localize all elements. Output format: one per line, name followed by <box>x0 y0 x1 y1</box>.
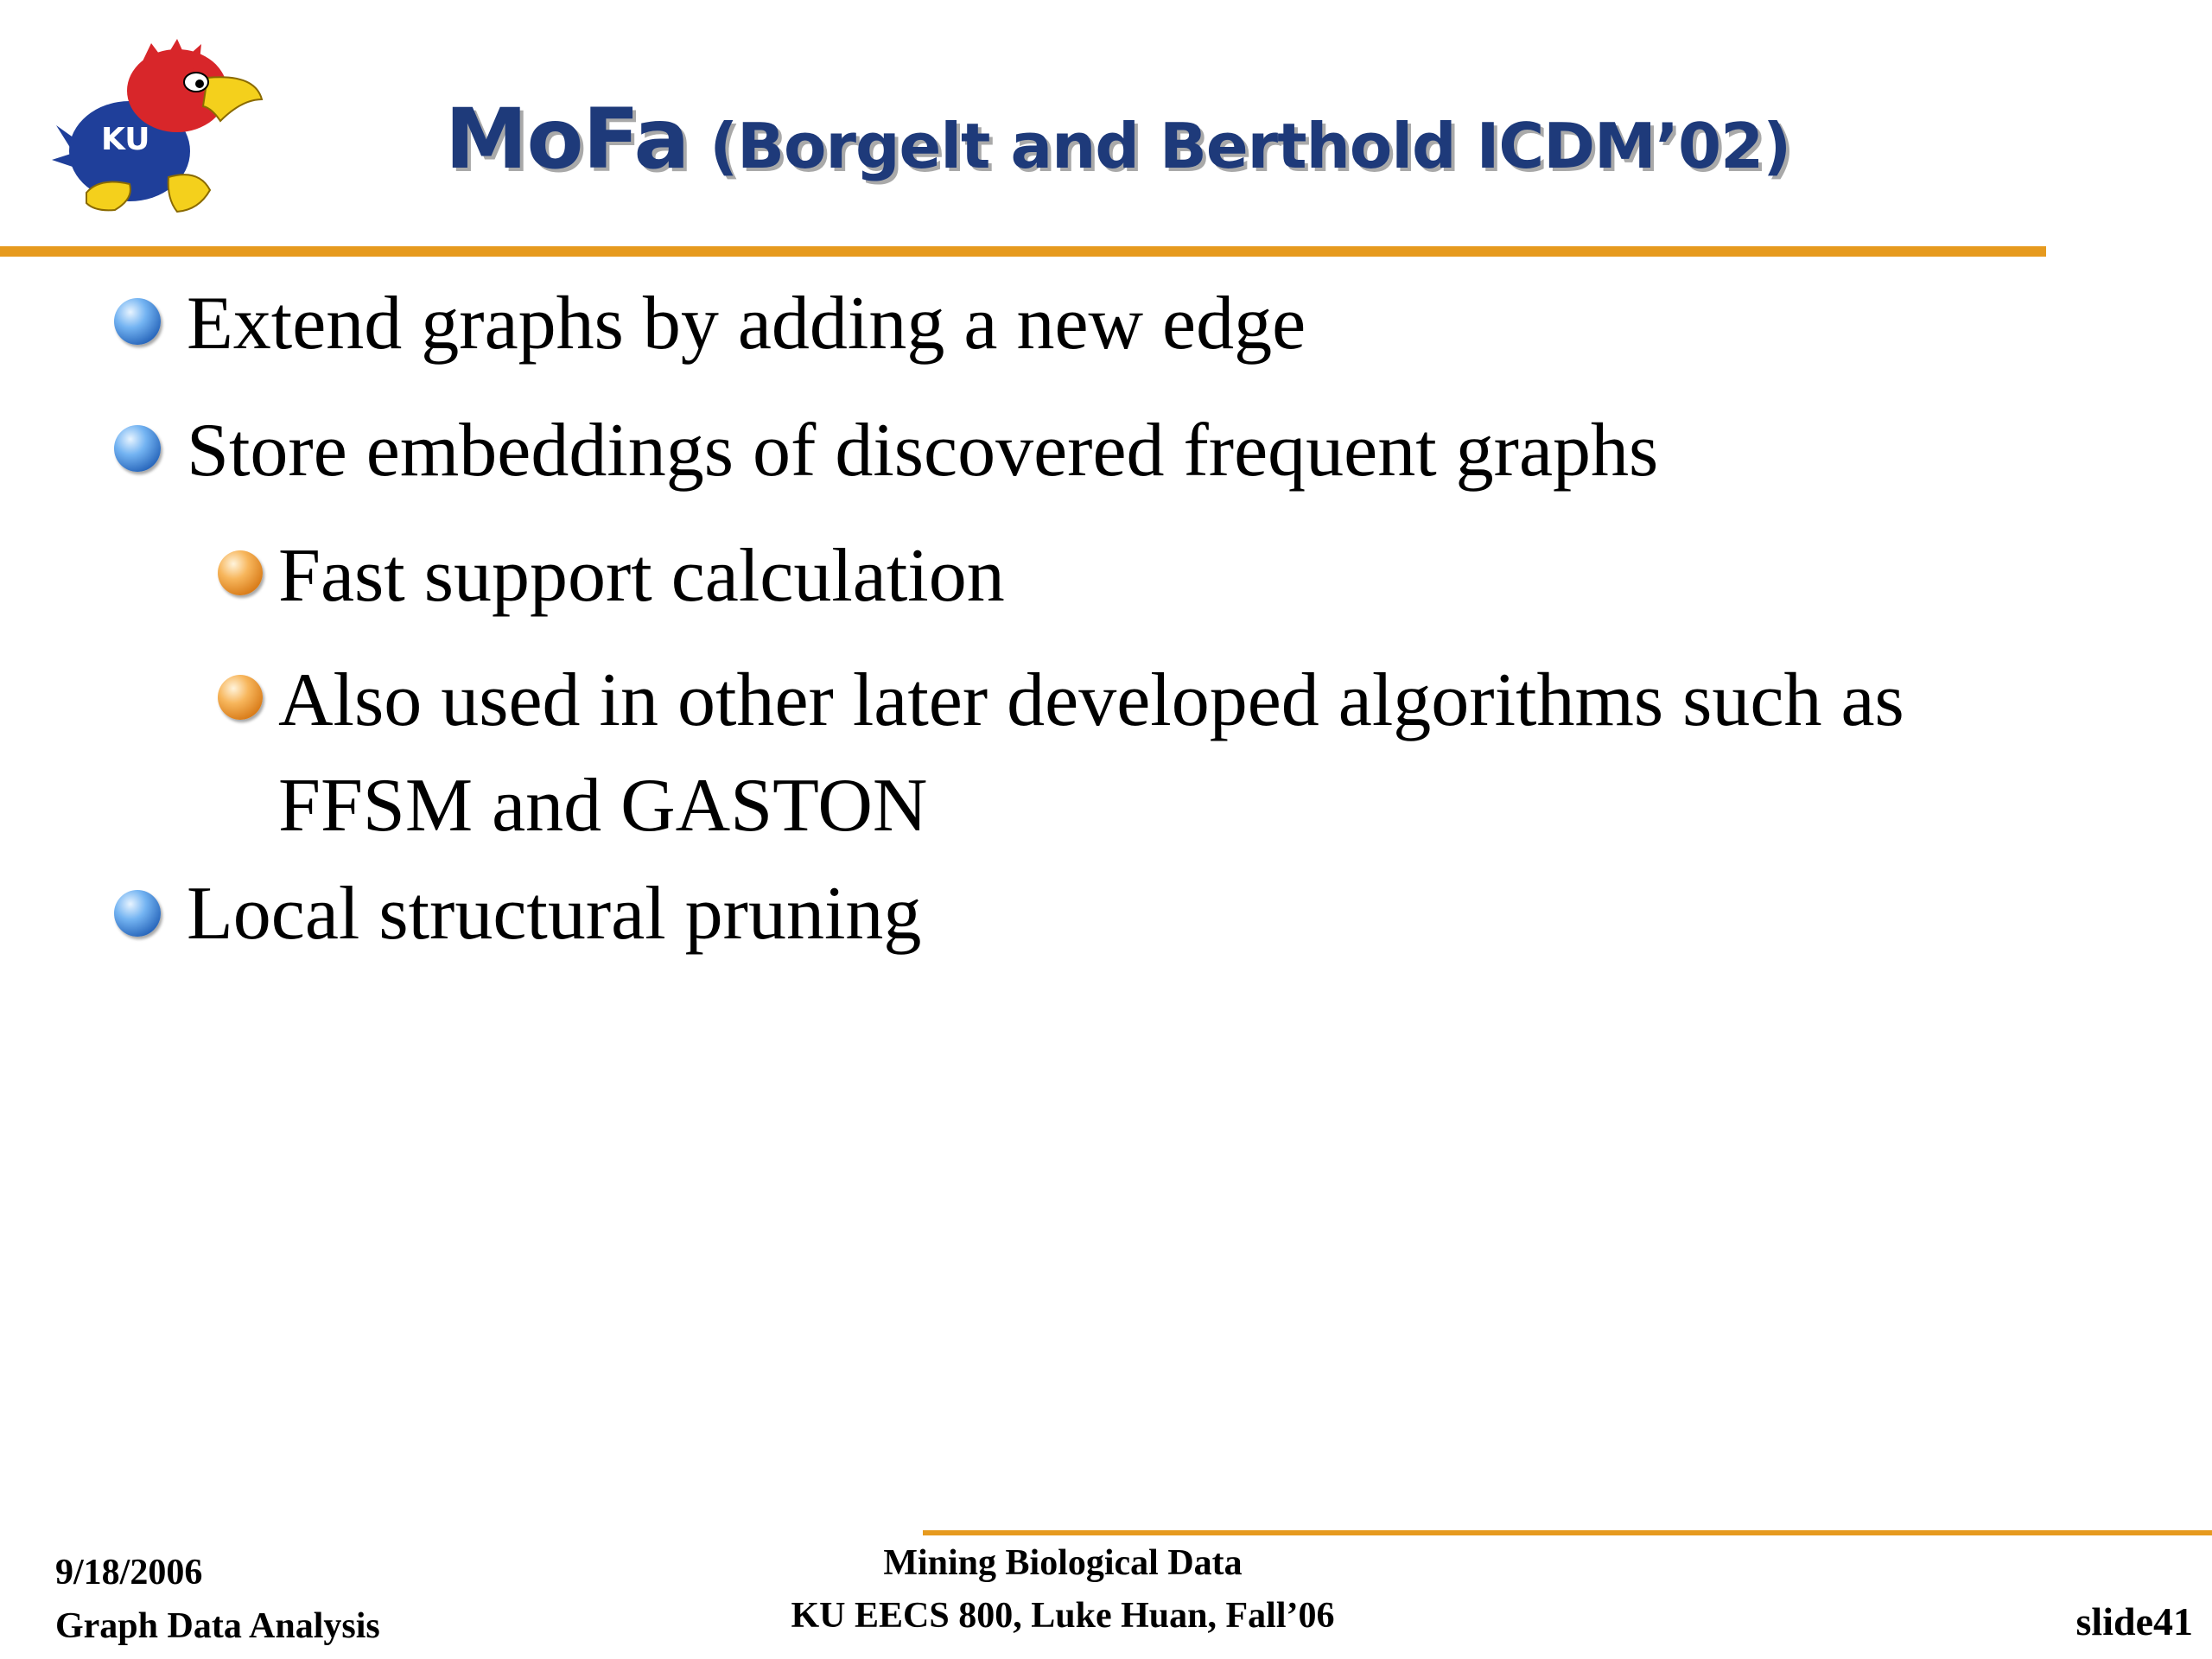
blue-bullet-icon <box>114 298 161 345</box>
title-main: MoFa <box>445 91 690 188</box>
title-divider <box>0 246 2046 257</box>
slide-number: slide41 <box>2075 1599 2193 1643</box>
orange-bullet-icon <box>218 675 263 720</box>
footer-date: 9/18/2006 <box>55 1553 203 1592</box>
sub-bullet-continuation: FFSM and GASTON <box>278 764 928 848</box>
footer-divider <box>923 1530 2212 1535</box>
blue-bullet-icon <box>114 425 161 472</box>
jayhawk-logo <box>48 39 264 216</box>
footer-center-course: KU EECS 800, Luke Huan, Fall’06 <box>791 1596 1335 1636</box>
orange-bullet-icon <box>218 550 263 595</box>
bullet-text: Local structural pruning <box>187 872 922 956</box>
sub-bullet-text: Fast support calculation <box>278 534 1005 618</box>
sub-bullet-text: Also used in other later developed algorithms such as <box>278 658 1904 742</box>
blue-bullet-icon <box>114 890 161 937</box>
bullet-text: Extend graphs by adding a new edge <box>187 282 1306 365</box>
bullet-text: Store embeddings of discovered frequent graphs <box>187 409 1659 493</box>
footer-left-subtitle: Graph Data Analysis <box>55 1606 380 1646</box>
logo-text: KU <box>101 122 150 157</box>
title-subtitle: (Borgelt and Berthold ICDM’02) <box>709 110 1791 182</box>
footer-center-title: Mining Biological Data <box>883 1543 1243 1583</box>
slide-title <box>445 91 1790 188</box>
